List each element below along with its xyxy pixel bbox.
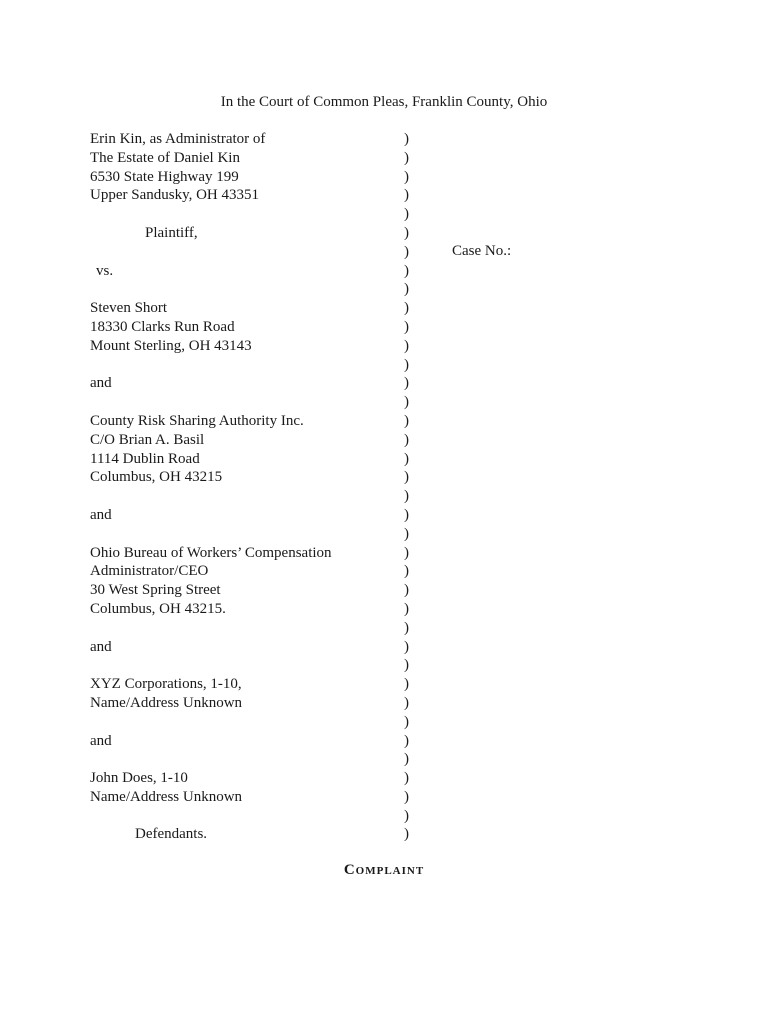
blank-line bbox=[90, 807, 390, 826]
defendant-3-title-line: Administrator/CEO bbox=[90, 563, 209, 580]
caption-paren: ) bbox=[404, 168, 409, 185]
caption-paren: ) bbox=[404, 657, 409, 674]
caption-paren: ) bbox=[404, 243, 409, 260]
caption-paren: ) bbox=[404, 732, 409, 749]
caption-paren: ) bbox=[404, 807, 409, 824]
plaintiff-label: Plaintiff, bbox=[145, 224, 198, 241]
caption-paren: ) bbox=[404, 412, 409, 429]
defendant-1-city-line: Mount Sterling, OH 43143 bbox=[90, 337, 252, 354]
defendant-1-name-line: Steven Short bbox=[90, 300, 168, 317]
caption-paren: ) bbox=[404, 394, 409, 411]
blank-line bbox=[90, 656, 390, 675]
caption-parenthesis-column bbox=[404, 130, 416, 844]
caption-paren: ) bbox=[404, 826, 409, 843]
caption-paren: ) bbox=[404, 450, 409, 467]
defendant-2-attn-line: C/O Brian A. Basil bbox=[90, 431, 205, 448]
defendant-2-name-line: County Risk Sharing Authority Inc. bbox=[90, 412, 304, 429]
defendant-4-name-line: XYZ Corporations, 1-10, bbox=[90, 676, 242, 693]
case-number-label: Case No.: bbox=[452, 243, 512, 259]
caption-paren: ) bbox=[404, 713, 409, 730]
caption-paren: ) bbox=[404, 318, 409, 335]
caption-paren: ) bbox=[404, 638, 409, 655]
caption-paren: ) bbox=[404, 619, 409, 636]
defendant-3-street-line: 30 West Spring Street bbox=[90, 582, 221, 599]
caption-paren: ) bbox=[404, 356, 409, 373]
and-connector: and bbox=[90, 375, 112, 392]
blank-line bbox=[90, 280, 390, 299]
plaintiff-name-line: Erin Kin, as Administrator of bbox=[90, 131, 266, 147]
caption-paren: ) bbox=[404, 206, 409, 223]
defendant-4-address-line: Name/Address Unknown bbox=[90, 694, 243, 711]
caption-paren: ) bbox=[404, 525, 409, 542]
defendant-3-city-line: Columbus, OH 43215. bbox=[90, 600, 226, 617]
caption-paren: ) bbox=[404, 469, 409, 486]
blank-line bbox=[90, 487, 390, 506]
blank-line bbox=[90, 713, 390, 732]
document-title: Complaint bbox=[343, 862, 425, 878]
defendant-5-address-line: Name/Address Unknown bbox=[90, 788, 243, 805]
blank-line bbox=[90, 243, 390, 262]
caption-paren: ) bbox=[404, 337, 409, 354]
caption-paren: ) bbox=[404, 224, 409, 241]
caption-paren: ) bbox=[404, 563, 409, 580]
caption-paren: ) bbox=[404, 281, 409, 298]
caption-paren: ) bbox=[404, 262, 409, 279]
blank-line bbox=[90, 205, 390, 224]
caption-paren: ) bbox=[404, 431, 409, 448]
blank-line bbox=[90, 750, 390, 769]
blank-line bbox=[90, 393, 390, 412]
blank-line bbox=[90, 356, 390, 375]
caption-paren: ) bbox=[404, 506, 409, 523]
defendant-5-name-line: John Does, 1-10 bbox=[90, 770, 188, 787]
caption-paren: ) bbox=[404, 544, 409, 561]
and-connector: and bbox=[90, 638, 112, 655]
plaintiff-city-line: Upper Sandusky, OH 43351 bbox=[90, 187, 260, 204]
caption-paren: ) bbox=[404, 676, 409, 693]
caption-paren: ) bbox=[404, 600, 409, 617]
and-connector: and bbox=[90, 732, 112, 749]
court-heading: In the Court of Common Pleas, Franklin County, Ohio bbox=[220, 94, 548, 110]
caption-paren: ) bbox=[404, 300, 409, 317]
caption-paren: ) bbox=[404, 375, 409, 392]
caption-paren: ) bbox=[404, 187, 409, 204]
caption-paren: ) bbox=[404, 788, 409, 805]
caption-parties bbox=[90, 130, 390, 844]
plaintiff-street-line: 6530 State Highway 199 bbox=[90, 168, 239, 185]
and-connector: and bbox=[90, 506, 112, 523]
plaintiff-estate-line: The Estate of Daniel Kin bbox=[90, 149, 240, 166]
caption-paren: ) bbox=[404, 694, 409, 711]
defendant-2-city-line: Columbus, OH 43215 bbox=[90, 469, 223, 486]
defendant-2-street-line: 1114 Dublin Road bbox=[90, 450, 200, 467]
defendants-label: Defendants. bbox=[135, 826, 208, 843]
caption-paren: ) bbox=[404, 131, 409, 147]
versus-label: vs. bbox=[96, 262, 114, 279]
caption-paren: ) bbox=[404, 488, 409, 505]
caption-paren: ) bbox=[404, 149, 409, 166]
caption-paren: ) bbox=[404, 751, 409, 768]
caption-paren: ) bbox=[404, 582, 409, 599]
caption-paren: ) bbox=[404, 770, 409, 787]
blank-line bbox=[90, 619, 390, 638]
defendant-3-name-line: Ohio Bureau of Workers’ Compensation bbox=[90, 544, 332, 561]
blank-line bbox=[90, 525, 390, 544]
defendant-1-street-line: 18330 Clarks Run Road bbox=[90, 318, 235, 335]
